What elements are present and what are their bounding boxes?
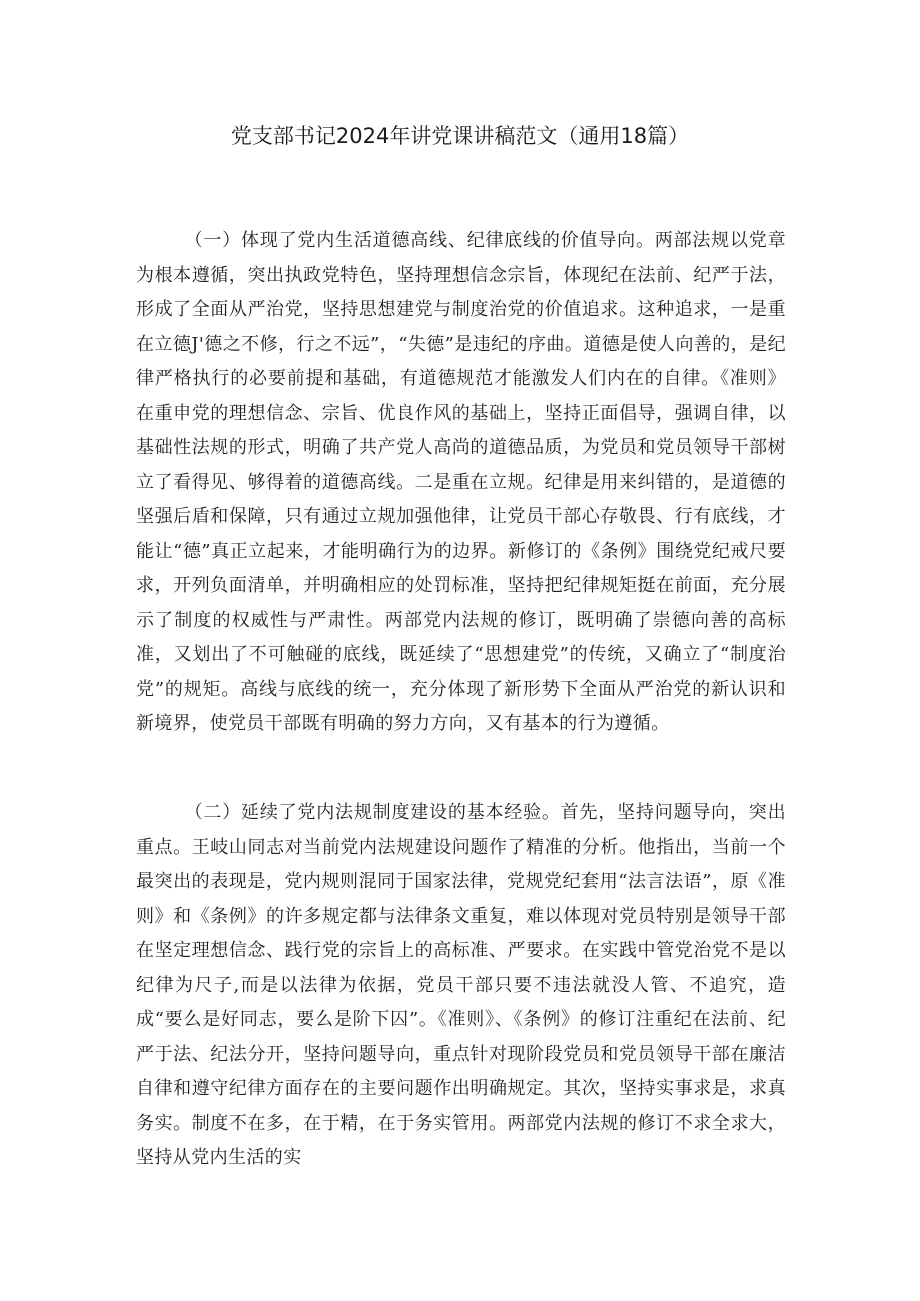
document-title: 党支部书记2024年讲党课讲稿范文（通用18篇） — [230, 124, 690, 148]
paragraph-2: （二）延续了党内法规制度建设的基本经验。首先，坚持问题导向，突出重点。王岐山同志对当前党内法规建设问题作了精准的分析。他指出，当前一个最突出的表现是，党内规则混同于国家法律，党规党纪套用“法言法语”，原《准则》和《条例》的许多规定都与法律条文重复，难以体现对党员特别是领导干部在坚定理想信念、践行党的宗旨上的高标准、严要求。在实践中管党治党不是以纪律为尺子,而是以法律为依据，党员干部只要不违法就没人管、不追究，造成“要么是好同志，要么是阶下囚”。《准则》、《条例》的修订注重纪在法前、纪严于法、纪法分开，坚持问题导向，重点针对现阶段党员和党员领导干部在廉洁自律和遵守纪律方面存在的主要问题作出明确规定。其次，坚持实事求是，求真务实。制度不在多，在于精，在于务实管用。两部党内法规的修订不求全求大，坚持从党内生活的实 — [136, 802, 786, 1168]
paragraph-1: （一）体现了党内生活道德高线、纪律底线的价值导向。两部法规以党章为根本遵循，突出执政党特色，坚持理想信念宗旨，体现纪在法前、纪严于法，形成了全面从严治党，坚持思想建党与制度治党的价值追求。这种追求，一是重在立德J'德之不修，行之不远”，“失德”是违纪的序曲。道德是使人向善的，是纪律严格执行的必要前提和基础，有道德规范才能激发人们内在的自律。《准则》在重申党的理想信念、宗旨、优良作风的基础上，坚持正面倡导，强调自律，以基础性法规的形式，明确了共产党人高尚的道德品质，为党员和党员领导干部树立了看得见、够得着的道德高线。二是重在立规。纪律是用来纠错的，是道德的坚强后盾和保障，只有通过立规加强他律，让党员干部心存敬畏、行有底线，才能让“德”真正立起来，才能明确行为的边界。新修订的《条例》围绕党纪戒尺要求，开列负面清单，并明确相应的处罚标准，坚持把纪律规矩挺在前面，充分展示了制度的权威性与严肃性。两部党内法规的修订，既明确了崇德向善的高标准，又划出了不可触碰的底线，既延续了“思想建党”的传统，又确立了“制度治党”的规矩。高线与底线的统一，充分体现了新形势下全面从严治党的新认识和新境界，使党员干部既有明确的努力方向，又有基本的行为遵循。 — [136, 230, 786, 734]
